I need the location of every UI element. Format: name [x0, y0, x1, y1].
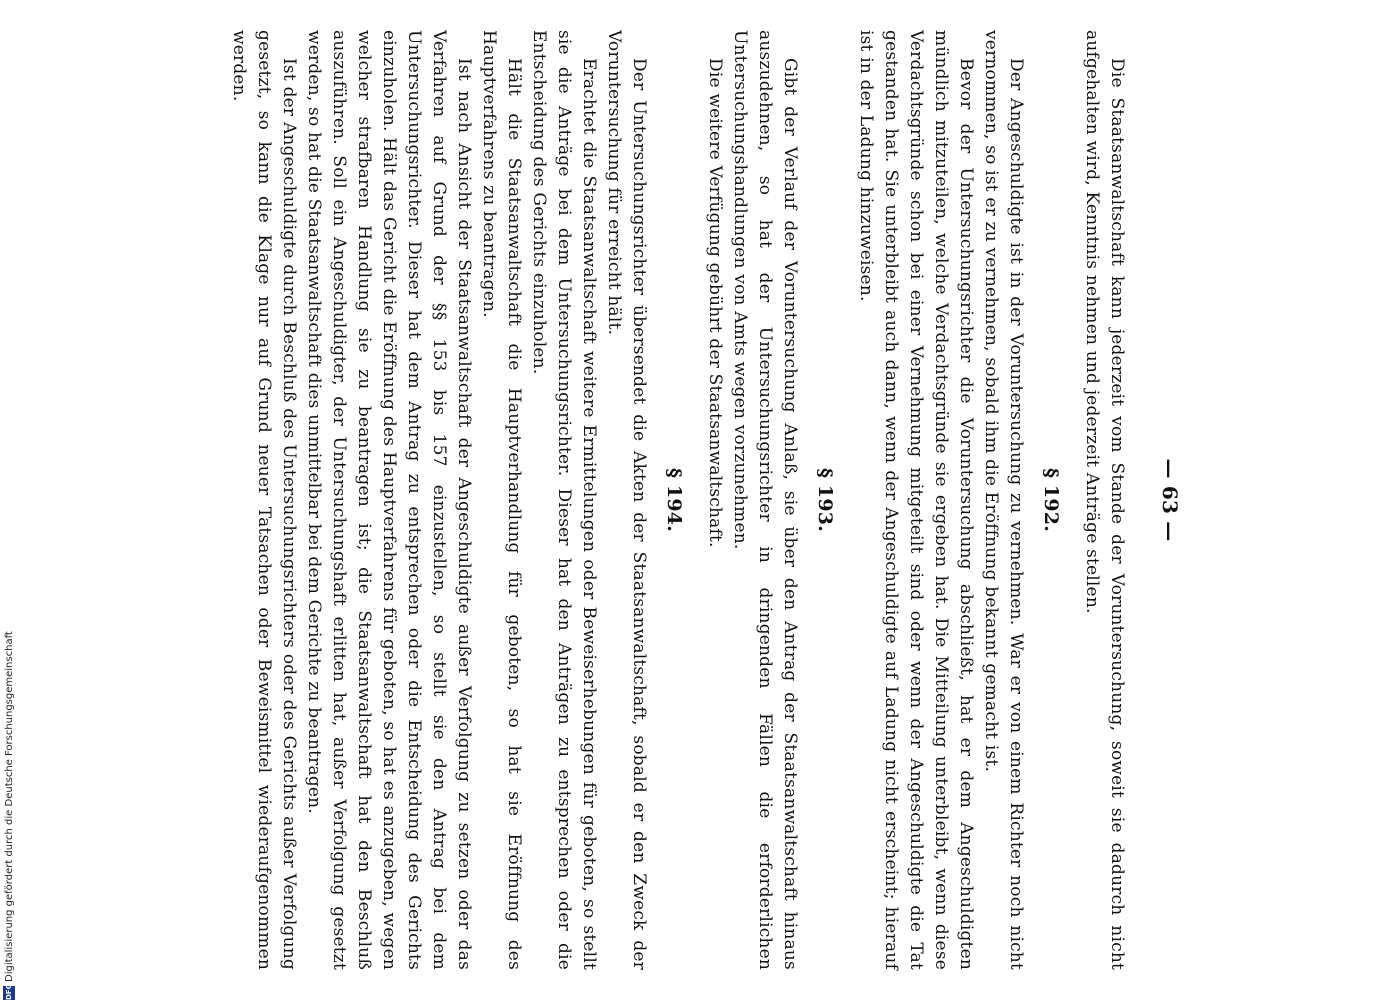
paragraph-194-2: Erachtet die Staatsanwaltschaft weitere Ermittelungen oder Beweiserhebungen für geboten, so stellt sie die Anträge bei dem Untersuchungsrichter. Dieser hat den Anträgen zu entsprechen oder die Entscheidung des Gerichts einzuholen. — [529, 30, 599, 970]
paragraph-194-3: Hält die Staatsanwaltschaft die Hauptverhandlung für geboten, so hat sie Eröffnung des Hauptverfahrens zu beantragen. — [479, 30, 524, 970]
section-heading-192: § 192. — [1040, 467, 1062, 533]
section-heading-194: § 194. — [663, 467, 685, 533]
paragraph-194-4: Ist nach Ansicht der Staatsanwaltschaft der Angeschuldigte außer Verfolgung zu setzen oder das Verfahren auf Grund der §§ 153 bis 157 einzustellen, so stellt sie den Antrag bei dem Untersuchungsrichter. Dieser hat dem Antrag zu entsprechen oder die Entscheidung des Gerichts einzuholen. Hält das Gericht die Eröffnung des Hauptverfahrens für geboten, so hat es anzugeben, wegen welcher strafbaren Handlung sie zu beantragen ist; die Staatsanwaltschaft hat den Beschluß auszuführen. Soll ein Angeschuldigter, der Untersuchungshaft erlitten hat, außer Verfolgung gesetzt werden, so hat die Staatsanwaltschaft dies unmittelbar bei dem Gerichte zu beantragen. — [304, 30, 474, 970]
rotated-document-page — [112, 30, 1182, 970]
paragraph-193-1: Gibt der Verlauf der Voruntersuchung Anlaß, sie über den Antrag der Staatsanwaltschaft hinaus auszudehnen, so hat der Untersuchungsrichter in dringenden Fällen die erforderlichen Untersuchungshandlungen von Amts wegen vorzunehmen. — [730, 30, 800, 970]
dfg-logo-icon: DFG — [5, 983, 13, 1000]
page-number: — 63 — — [1158, 458, 1182, 542]
credit-text: Digitalisierung gefördert durch die Deutsche Forschungsgemeinschaft — [3, 631, 15, 982]
paragraph-intro: Die Staatsanwaltschaft kann jederzeit vom Stande der Voruntersuchung, soweit sie dadurch nicht aufgehalten wird, Kenntnis nehmen und jederzeit Anträge stellen. — [1082, 30, 1127, 970]
paragraph-192-1: Der Angeschuldigte ist in der Voruntersuchung zu vernehmen. War er von einem Richter noch nicht vernommen, so ist er zu vernehmen, sobald ihm die Eröffnung bekannt gemacht ist. — [981, 30, 1026, 970]
paragraph-194-1: Der Untersuchungsrichter übersendet die Akten der Staatsanwaltschaft, sobald er den Zweck der Voruntersuchung für erreicht hält. — [604, 30, 649, 970]
paragraph-194-5: Ist der Angeschuldigte durch Beschluß des Untersuchungsrichters oder des Gerichts außer Verfolgung gesetzt, so kann die Klage nur auf Grund neuer Tatsachen oder Beweismittel wiederaufgenommen werden. — [229, 30, 299, 970]
paragraph-192-2: Bevor der Untersuchungsrichter die Voruntersuchung abschließt, hat er dem Angeschuldigten mündlich mitzuteilen, welche Verdachtsgründe sie ergeben hat. Die Mitteilung unterbleibt, wenn diese Verdachtsgründe schon bei einer Vernehmung mitgeteilt sind oder wenn der Angeschuldigte die Tat gestanden hat. Sie unterbleibt auch dann, wenn der Angeschuldigte auf Ladung nicht erscheint; hierauf ist in der Ladung hinzuweisen. — [856, 30, 976, 970]
paragraph-193-2: Die weitere Verfügung gebührt der Staatsanwaltschaft. — [705, 58, 725, 548]
section-heading-193: § 193. — [814, 467, 836, 533]
digitization-credit — [2, 600, 16, 1000]
